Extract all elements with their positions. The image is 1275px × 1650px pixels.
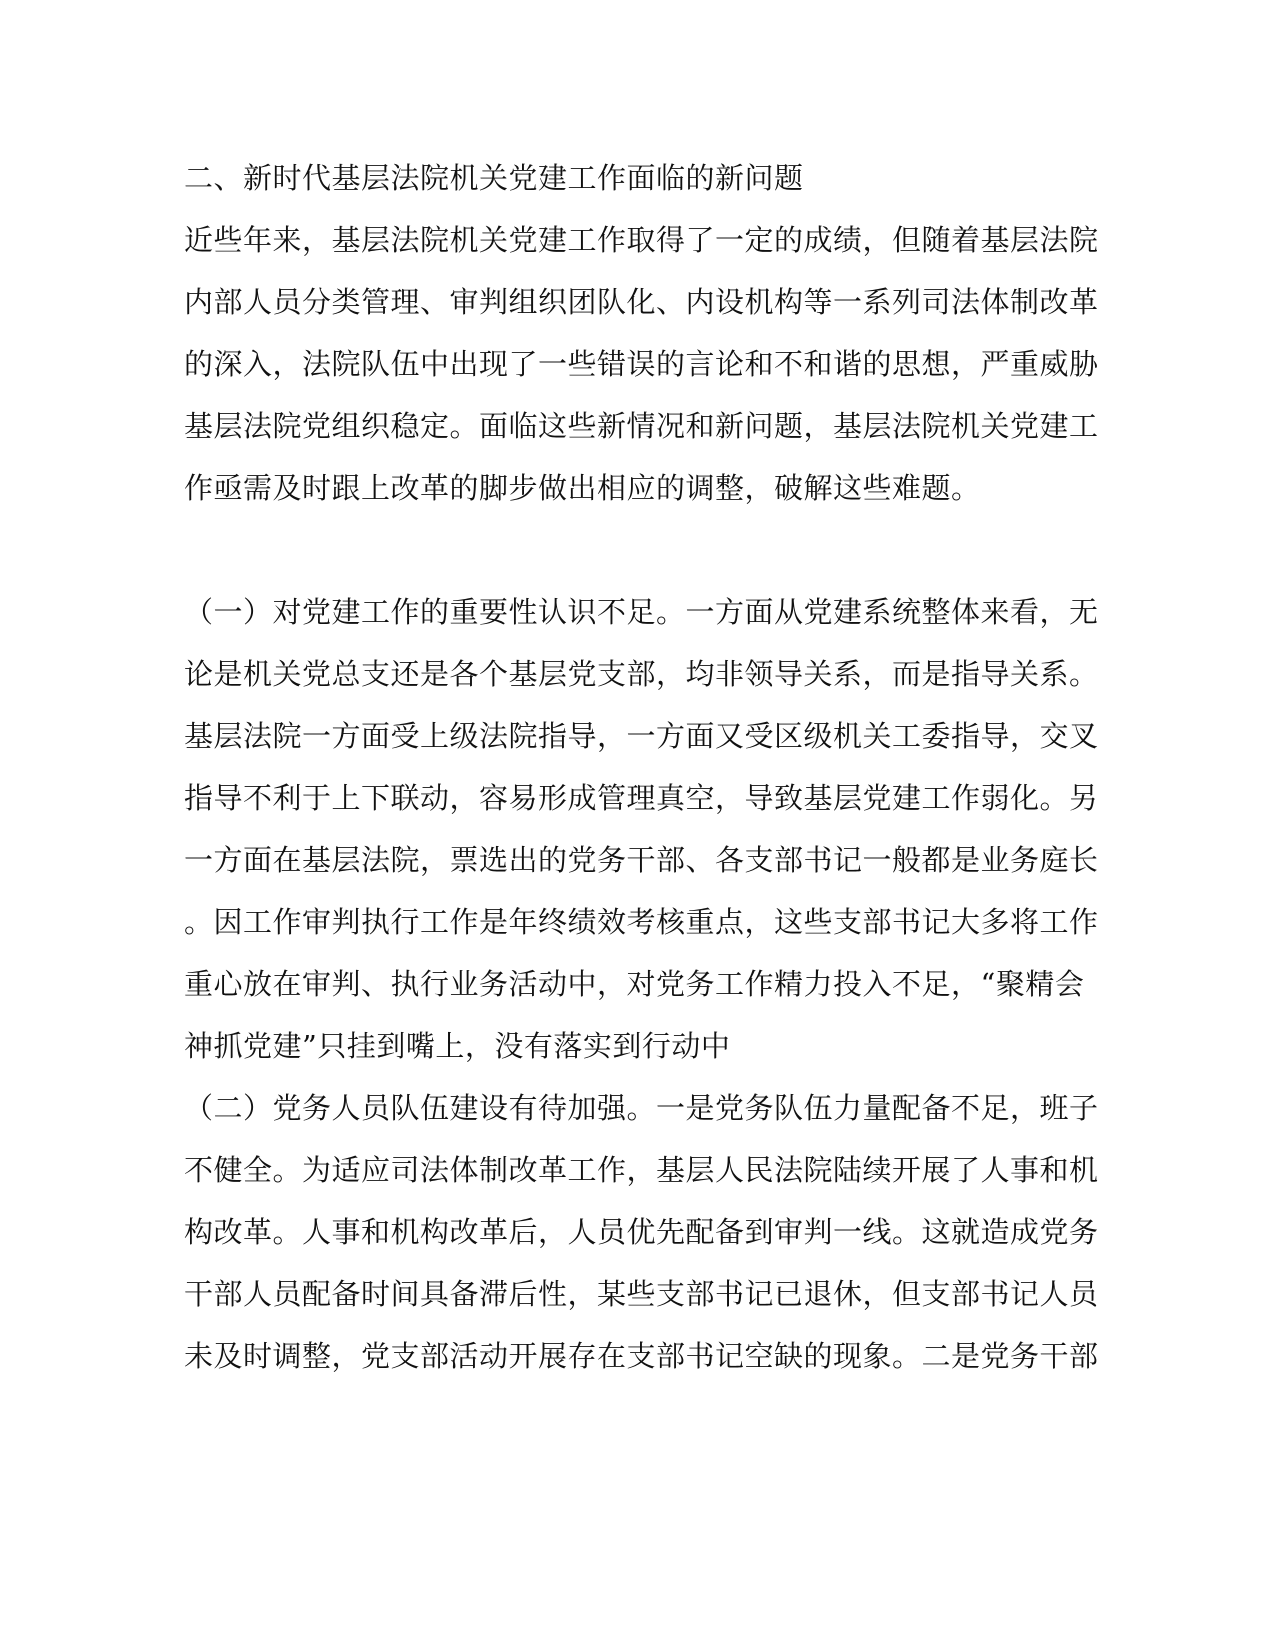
paragraph-line: 构改革。人事和机构改革后，人员优先配备到审判一线。这就造成党务 <box>184 1215 1099 1249</box>
paragraph-line: 未及时调整，党支部活动开展存在支部书记空缺的现象。二是党务干部 <box>184 1339 1099 1373</box>
paragraph-line: （一）对党建工作的重要性认识不足。一方面从党建系统整体来看，无 <box>184 595 1099 629</box>
paragraph-line: 神抓党建”只挂到嘴上，没有落实到行动中 <box>184 1029 731 1063</box>
paragraph-line: 内部人员分类管理、审判组织团队化、内设机构等一系列司法体制改革 <box>184 285 1099 319</box>
paragraph-line: 论是机关党总支还是各个基层党支部，均非领导关系，而是指导关系。 <box>184 657 1099 691</box>
paragraph-line: 基层法院一方面受上级法院指导，一方面又受区级机关工委指导，交叉 <box>184 719 1099 753</box>
paragraph-line: 的深入，法院队伍中出现了一些错误的言论和不和谐的思想，严重威胁 <box>184 347 1099 381</box>
section-heading: 二、新时代基层法院机关党建工作面临的新问题 <box>184 161 804 195</box>
paragraph-line: 不健全。为适应司法体制改革工作，基层人民法院陆续开展了人事和机 <box>184 1153 1099 1187</box>
paragraph-line: 。因工作审判执行工作是年终绩效考核重点，这些支部书记大多将工作 <box>184 905 1099 939</box>
paragraph-line: 作亟需及时跟上改革的脚步做出相应的调整，破解这些难题。 <box>184 471 981 505</box>
paragraph-line: （二）党务人员队伍建设有待加强。一是党务队伍力量配备不足，班子 <box>184 1091 1099 1125</box>
paragraph-line: 重心放在审判、执行业务活动中，对党务工作精力投入不足，“聚精会 <box>184 967 1085 1001</box>
paragraph-line: 近些年来，基层法院机关党建工作取得了一定的成绩，但随着基层法院 <box>184 223 1099 257</box>
paragraph-line: 一方面在基层法院，票选出的党务干部、各支部书记一般都是业务庭长 <box>184 843 1099 877</box>
paragraph-line: 指导不利于上下联动，容易形成管理真空，导致基层党建工作弱化。另 <box>184 781 1099 815</box>
paragraph-line: 干部人员配备时间具备滞后性，某些支部书记已退休，但支部书记人员 <box>184 1277 1099 1311</box>
paragraph-line: 基层法院党组织稳定。面临这些新情况和新问题，基层法院机关党建工 <box>184 409 1099 443</box>
